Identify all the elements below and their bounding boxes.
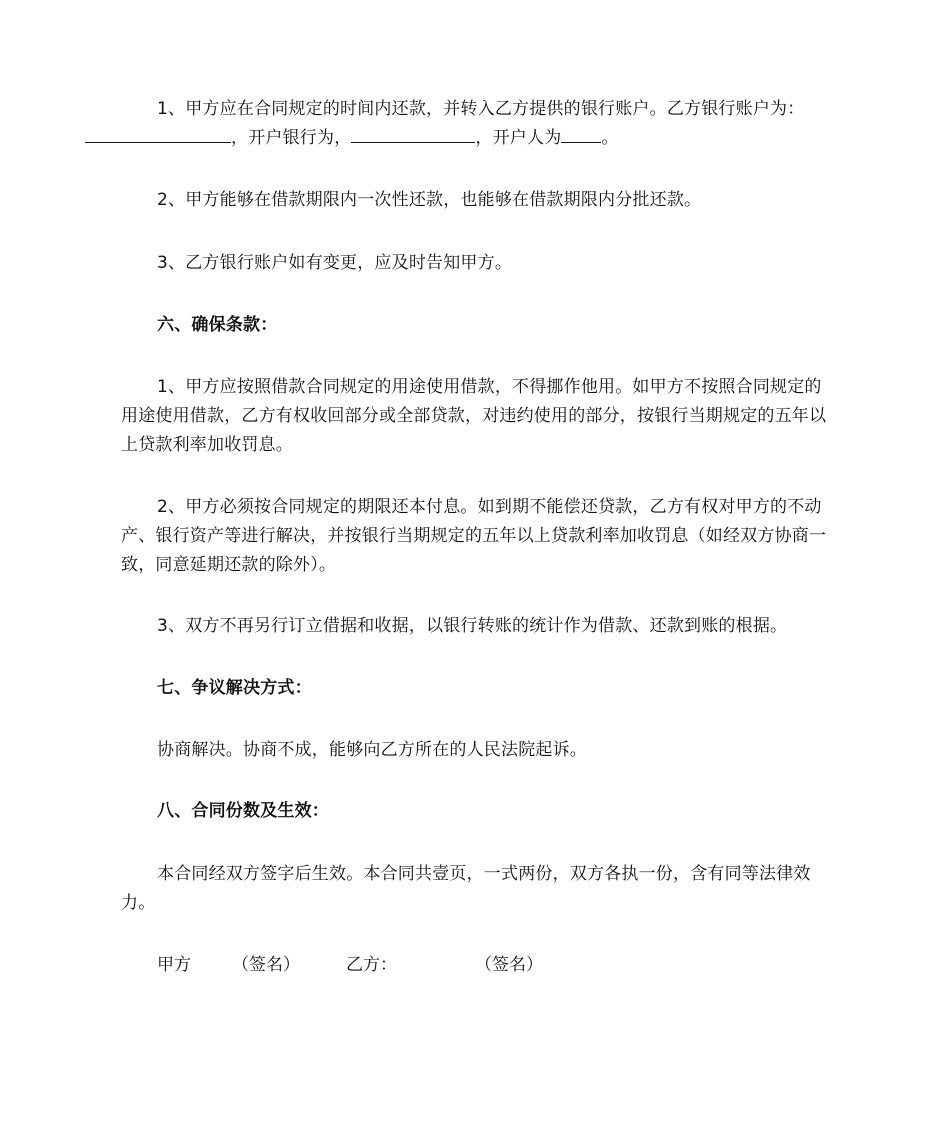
clause-5-item-1-sep2: ，开户人为: [475, 128, 562, 148]
account-holder-blank: [561, 124, 601, 143]
party-b-signature-field: （签名）: [475, 955, 543, 975]
clause-6-item-1: 1、甲方应按照借款合同规定的用途使用借款，不得挪作他用。如甲方不按照合同规定的用途使用借款，乙方有权收回部分或全部贷款，对违约使用的部分，按银行当期规定的五年以上贷款利率加收罚息。: [121, 377, 827, 455]
section-7-title: 七、争议解决方式：: [157, 678, 312, 698]
bank-name-blank: [351, 124, 475, 143]
party-a-label: 甲方: [157, 955, 191, 975]
account-number-blank: [85, 124, 231, 143]
clause-6-item-2: 2、甲方必须按合同规定的期限还本付息。如到期不能偿还贷款，乙方有权对甲方的不动产、银行资产等进行解决，并按银行当期规定的五年以上贷款利率加收罚息（如经双方协商一致，同意延期还款的除外）。: [121, 497, 827, 575]
section-6-title: 六、确保条款：: [157, 315, 278, 335]
section-7-body: 协商解决。协商不成，能够向乙方所在的人民法院起诉。: [157, 740, 587, 760]
clause-5-item-3: 3、乙方银行账户如有变更，应及时告知甲方。: [157, 253, 513, 273]
section-8-body: 本合同经双方签字后生效。本合同共壹页，一式两份，双方各执一份，含有同等法律效力。: [121, 864, 811, 913]
clause-5-item-1-text: 1、甲方应在合同规定的时间内还款，并转入乙方提供的银行账户。乙方银行账户为：: [157, 99, 805, 119]
section-8-title: 八、合同份数及生效：: [157, 801, 329, 821]
clause-6-item-3: 3、双方不再另行订立借据和收据，以银行转账的统计作为借款、还款到账的根据。: [157, 616, 788, 636]
clause-5-item-1: [121, 95, 836, 153]
party-a-signature-field: （签名）: [232, 955, 300, 975]
clause-5-item-2: 2、甲方能够在借款期限内一次性还款，也能够在借款期限内分批还款。: [157, 190, 702, 210]
clause-5-item-1-end: 。: [601, 128, 619, 148]
clause-5-item-1-sep1: ，开户银行为，: [231, 128, 352, 148]
signature-row: [157, 951, 657, 980]
party-b-label: 乙方：: [346, 955, 397, 975]
